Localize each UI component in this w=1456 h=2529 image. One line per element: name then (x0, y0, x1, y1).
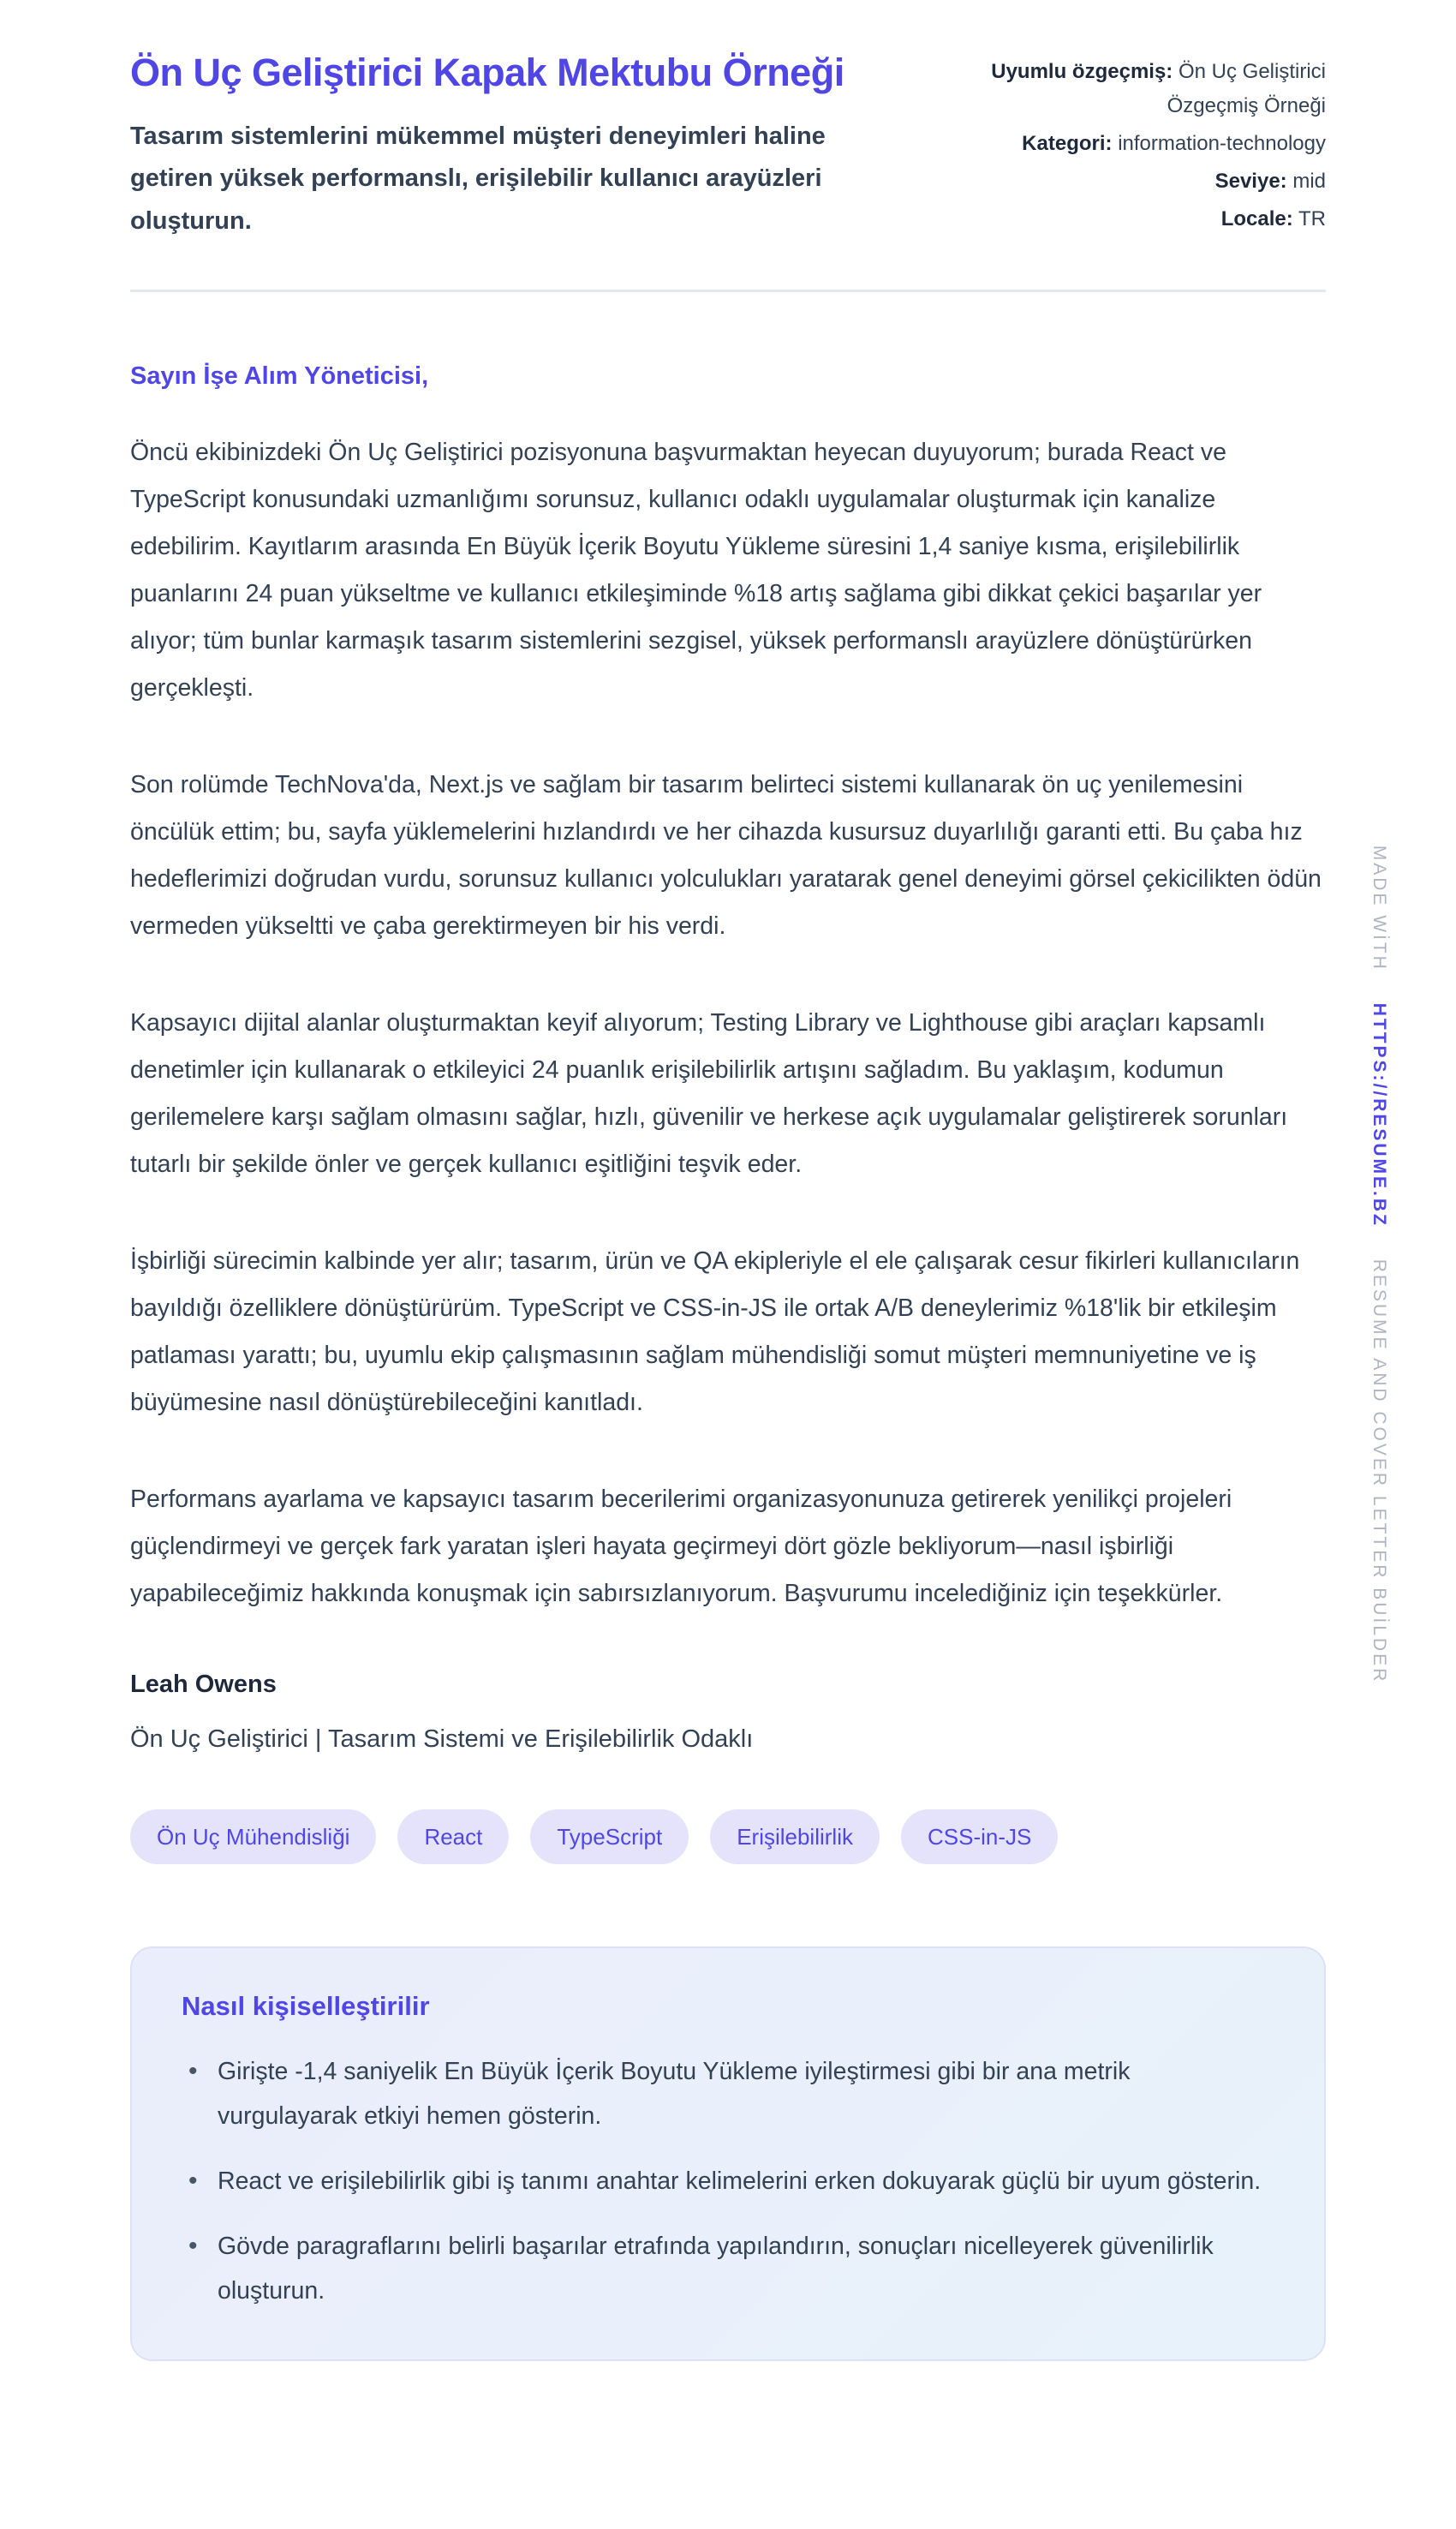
letter-paragraph: Öncü ekibinizdeki Ön Uç Geliştirici pozisyonuna başvurmaktan heyecan duyuyorum; burada React ve TypeScript konusundaki uzmanlığımı sorunsuz, kullanıcı odaklı uygulamalar oluşturmak için kanalize edebilirim. Kayıtlarım arasında En Büyük İçerik Boyutu Yükleme süresini 1,4 saniye kısma, erişilebilirlik puanlarını 24 puan yükseltme ve kullanıcı etkileşiminde %18 artış sağlama gibi dikkat çekici başarılar yer alıyor; tüm bunlar karmaşık tasarım sistemlerini sezgisel, yüksek performanslı arayüzlere dönüştürürken gerçekleşti. (130, 439, 1262, 702)
signature-role: Ön Uç Geliştirici | Tasarım Sistemi ve Erişilebilirlik Odaklı (130, 1725, 754, 1754)
made-with-watermark (1369, 834, 1389, 1696)
meta-label: Locale: (1220, 207, 1293, 230)
tag-typescript[interactable]: TypeScript (530, 1809, 689, 1864)
tag-front-end-engineering[interactable]: Ön Uç Mühendisliği (130, 1809, 376, 1864)
meta-locale (975, 202, 1326, 236)
letter-paragraph: Performans ayarlama ve kapsayıcı tasarım becerilerimi organizasyonunuza getirerek yenilikçi projeleri güçlendirmeyi ve gerçek fark yaratan işleri hayata geçirmeyi dört gözle bekliyorum—nasıl işbirliği yapabileceğimiz hakkında konuşmak için sabırsızlanıyorum. Başvurumu incelediğiniz için teşekkürler. (130, 1486, 1232, 1608)
cover-letter-page (130, 48, 1326, 2361)
meta-value: information-technology (1118, 132, 1326, 155)
signature-name: Leah Owens (130, 1671, 277, 1699)
personalization-tips-card (130, 1946, 1326, 2361)
meta-category (975, 127, 1326, 161)
meta-label: Kategori: (1022, 132, 1113, 155)
salutation: Sayın İşe Alım Yöneticisi, (130, 362, 429, 391)
header-title-block (130, 48, 915, 243)
letter-paragraph: İşbirliği sürecimin kalbinde yer alır; tasarım, ürün ve QA ekipleriyle el ele çalışarak cesur fikirleri kullanıcıların bayıldığı özelliklere dönüştürürüm. TypeScript ve CSS-in-JS ile ortak A/B deneylerimiz %18'lik bir etkileşim patlaması yarattı; bu, uyumlu ekip çalışmasının sağlam mühendisliği somut müşteri memnuniyetine ve iş büyümesine nasıl dönüştürebileceğini kanıtladı. (130, 1247, 1300, 1417)
letter-paragraph: Kapsayıcı dijital alanlar oluşturmaktan keyif alıyorum; Testing Library ve Lighthouse gibi araçları kapsamlı denetimler için kullanarak o etkileyici 24 puanlık erişilebilirlik artışını sağladım. Bu yaklaşım, kodumun gerilemelere karşı sağlam olmasını sağlar, hızlı, güvenilir ve herkese açık uygulamalar geliştirerek sorunları tutarlı bir şekilde önler ve gerçek kullanıcı eşitliğini teşvik eder. (130, 1009, 1288, 1179)
tag-accessibility[interactable]: Erişilebilirlik (710, 1809, 880, 1864)
meta-value: mid (1292, 170, 1326, 193)
meta-panel (975, 48, 1326, 243)
tip-item: • Gövde paragraflarını belirli başarılar etrafında yapılandırın, sonuçları nicelleyerek güvenilirlik oluşturun. (182, 2224, 1274, 2313)
page-subtitle: Tasarım sistemlerini mükemmel müşteri deneyimleri haline getiren yüksek performanslı, erişilebilir kullanıcı arayüzleri oluşturun. (130, 122, 826, 236)
page-header (130, 48, 1326, 243)
tips-heading: Nasıl kişiselleştirilir (182, 1991, 430, 2022)
skill-tags (130, 1809, 1326, 1864)
tag-css-in-js[interactable]: CSS-in-JS (901, 1809, 1058, 1864)
page-title: Ön Uç Geliştirici Kapak Mektubu Örneği (130, 51, 844, 94)
meta-value: Ön Uç Geliştirici Özgeçmiş Örneği (1167, 60, 1326, 117)
watermark-suffix: RESUME AND COVER LETTER BUİLDER (1369, 1259, 1389, 1684)
meta-label: Seviye: (1214, 170, 1287, 193)
letter-paragraph: Son rolümde TechNova'da, Next.js ve sağlam bir tasarım belirteci sistemi kullanarak ön uç yenilemesini öncülük ettim; bu, sayfa yüklemelerini hızlandırdı ve her cihazda kusursuz duyarlılığı garanti etti. Bu çaba hız hedeflerimizi doğrudan vurdu, sorunsuz kullanıcı yolculukları yaratarak genel deneyimi görsel çekicilikten ödün vermeden yükseltti ve çaba gerektirmeyen bir his verdi. (130, 771, 1322, 941)
tag-react[interactable]: React (397, 1809, 509, 1864)
tips-list (182, 2049, 1274, 2313)
tip-item: • React ve erişilebilirlik gibi iş tanımı anahtar kelimelerini erken dokuyarak güçlü bir uyum gösterin. (182, 2159, 1274, 2203)
meta-level (975, 164, 1326, 199)
meta-value: TR (1298, 207, 1326, 230)
header-divider (130, 290, 1326, 292)
watermark-prefix: MADE WİTH (1369, 845, 1389, 972)
meta-matching-resume (975, 55, 1326, 123)
letter-body (130, 356, 1326, 1756)
tip-item: • Girişte -1,4 saniyelik En Büyük İçerik Boyutu Yükleme iyileştirmesi gibi bir ana metrik vurgulayarak etkiyi hemen gösterin. (182, 2049, 1274, 2138)
resume-bz-link[interactable]: HTTPS://RESUME.BZ (1369, 1002, 1389, 1228)
signature-block (130, 1667, 1326, 1756)
meta-label: Uyumlu özgeçmiş: (991, 60, 1173, 83)
